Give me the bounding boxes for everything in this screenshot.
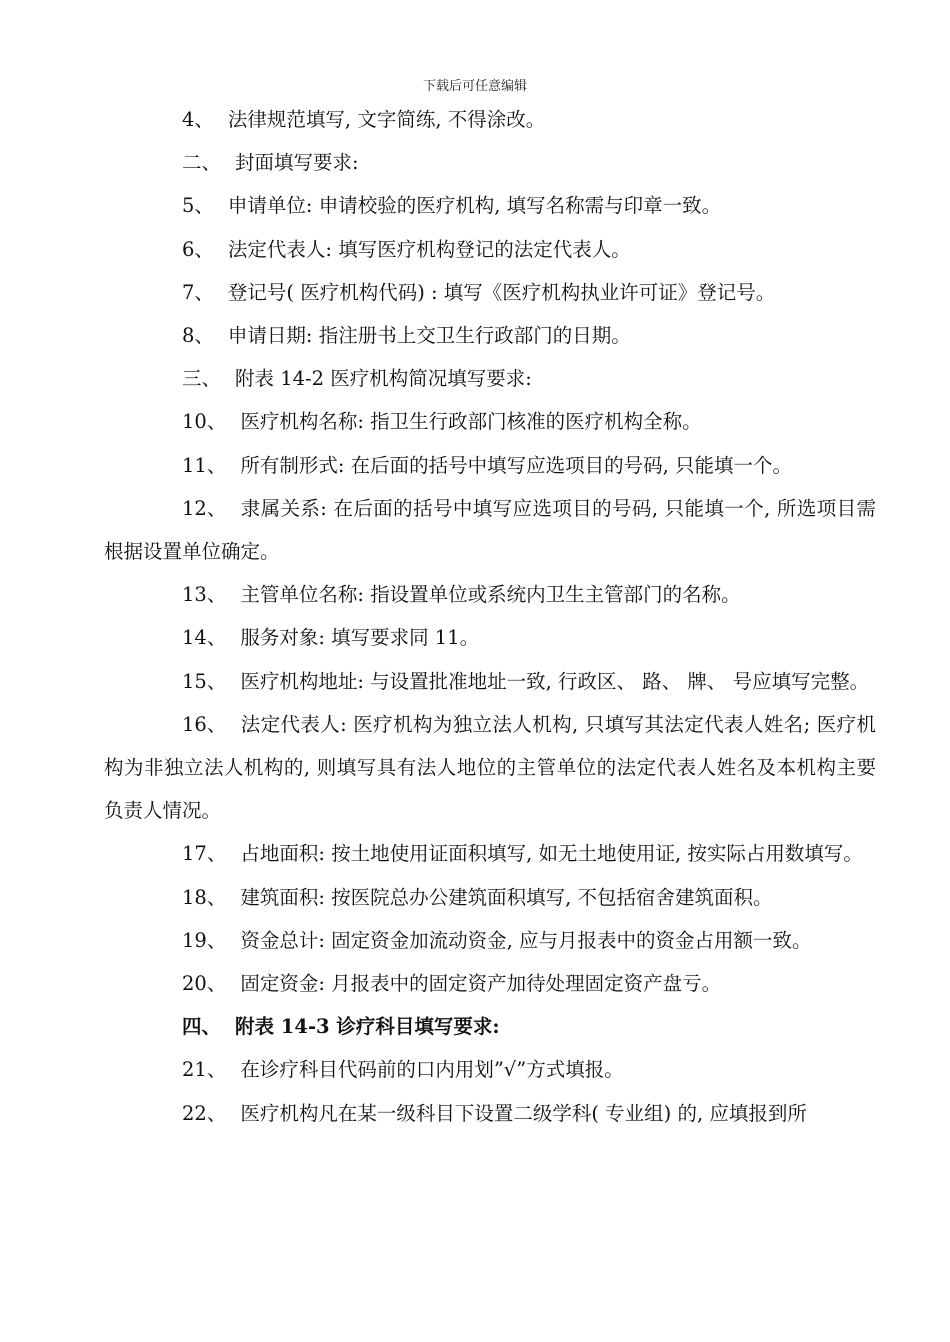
item-text: 主管单位名称: 指设置单位或系统内卫生主管部门的名称。	[240, 583, 741, 607]
paragraph-item-15	[104, 660, 876, 703]
section-title: 封面填写要求:	[235, 151, 359, 175]
paragraph-item-4	[104, 98, 876, 141]
paragraph-item-18	[104, 876, 876, 919]
item-number: 8、	[182, 324, 214, 348]
item-text: 医疗机构凡在某一级科目下设置二级学科( 专业组) 的, 应填报到所	[240, 1101, 807, 1125]
item-number: 14、	[182, 626, 227, 650]
paragraph-item-7	[104, 271, 876, 314]
section-heading-2	[104, 141, 876, 184]
item-text: 登记号( 医疗机构代码) : 填写《医疗机构执业许可证》登记号。	[227, 280, 776, 304]
paragraph-item-17	[104, 832, 876, 875]
item-number: 15、	[182, 669, 227, 693]
document-body	[104, 98, 876, 1135]
item-text: 法定代表人: 填写医疗机构登记的法定代表人。	[227, 237, 631, 261]
paragraph-item-20	[104, 962, 876, 1005]
item-number: 22、	[182, 1101, 227, 1125]
item-number: 12、	[182, 496, 227, 520]
item-text: 在诊疗科目代码前的口内用划”√”方式填报。	[240, 1058, 624, 1082]
item-text: 医疗机构地址: 与设置批准地址一致, 行政区、 路、 牌、 号应填写完整。	[240, 669, 870, 693]
item-number: 16、	[182, 712, 227, 736]
section-number: 三、	[182, 367, 222, 391]
item-number: 21、	[182, 1058, 227, 1082]
item-text: 固定资金: 月报表中的固定资产加待处理固定资产盘亏。	[240, 972, 722, 996]
paragraph-item-22	[104, 1092, 876, 1135]
section-heading-3	[104, 357, 876, 400]
paragraph-item-16	[104, 703, 876, 833]
item-text: 法定代表人: 医疗机构为独立法人机构, 只填写其法定代表人姓名; 医疗机构为非独立法人机构的, 则填写具有法人地位的主管单位的法定代表人姓名及本机构主要负责人情况。	[104, 712, 876, 823]
item-number: 13、	[182, 583, 227, 607]
paragraph-item-10	[104, 400, 876, 443]
paragraph-item-11	[104, 444, 876, 487]
section-heading-4	[104, 1005, 876, 1048]
paragraph-item-12	[104, 487, 876, 573]
item-text: 申请单位: 申请校验的医疗机构, 填写名称需与印章一致。	[227, 194, 722, 218]
item-text: 资金总计: 固定资金加流动资金, 应与月报表中的资金占用额一致。	[240, 928, 812, 952]
paragraph-item-13	[104, 573, 876, 616]
item-text: 隶属关系: 在后面的括号中填写应选项目的号码, 只能填一个, 所选项目需根据设置单位确定。	[104, 496, 876, 564]
paragraph-item-21	[104, 1048, 876, 1091]
section-number: 四、	[182, 1015, 222, 1039]
item-number: 10、	[182, 410, 227, 434]
section-number: 二、	[182, 151, 222, 175]
item-text: 所有制形式: 在后面的括号中填写应选项目的号码, 只能填一个。	[240, 453, 792, 477]
paragraph-item-5	[104, 184, 876, 227]
item-number: 4、	[182, 108, 214, 131]
paragraph-item-14	[104, 616, 876, 659]
item-text: 医疗机构名称: 指卫生行政部门核准的医疗机构全称。	[240, 410, 702, 434]
item-text: 申请日期: 指注册书上交卫生行政部门的日期。	[227, 324, 631, 348]
paragraph-item-6	[104, 228, 876, 271]
header-note: 下载后可任意编辑	[422, 79, 527, 94]
paragraph-item-8	[104, 314, 876, 357]
item-text: 服务对象: 填写要求同 11。	[240, 626, 480, 650]
item-number: 17、	[182, 842, 227, 866]
item-number: 19、	[182, 928, 227, 952]
item-number: 18、	[182, 885, 227, 909]
section-title: 附表 14-2 医疗机构简况填写要求:	[235, 367, 532, 391]
item-text: 建筑面积: 按医院总办公建筑面积填写, 不包括宿舍建筑面积。	[240, 885, 773, 909]
item-number: 6、	[182, 237, 214, 261]
item-number: 5、	[182, 194, 214, 218]
section-title: 附表 14-3 诊疗科目填写要求:	[235, 1015, 500, 1039]
item-text: 法律规范填写, 文字简练, 不得涂改。	[227, 108, 546, 131]
item-number: 7、	[182, 280, 214, 304]
item-number: 20、	[182, 972, 227, 996]
paragraph-item-19	[104, 919, 876, 962]
item-number: 11、	[182, 453, 227, 477]
item-text: 占地面积: 按土地使用证面积填写, 如无土地使用证, 按实际占用数填写。	[240, 842, 863, 866]
